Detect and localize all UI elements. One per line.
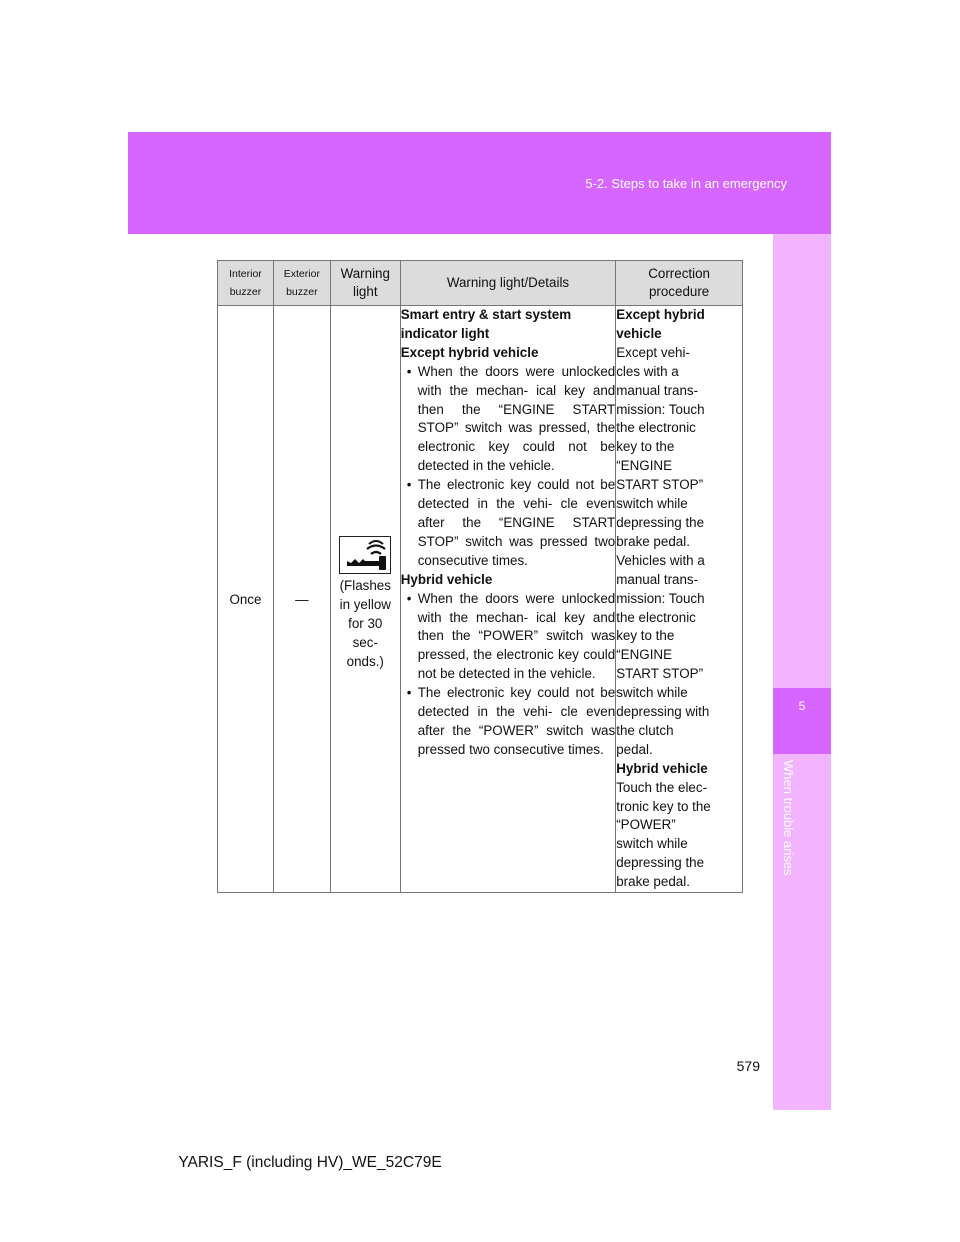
header-warning-light: Warning light <box>330 261 400 306</box>
correction-heading: Hybrid vehicle <box>616 760 708 776</box>
header-correction: Correction procedure <box>616 261 743 306</box>
chapter-label: When trouble arises <box>781 760 796 876</box>
table-row <box>218 306 743 893</box>
details-bullet: • The electronic key could not be detected in the vehi- cle even after the “ENGINE START STOP” switch was pressed two consecutive times. <box>401 476 615 571</box>
header-bar <box>128 132 831 234</box>
correction-paragraph: Vehicles with a manual trans- mission: Touch the electronic key to the “ENGINE START STOP” switch while depressing with the clutch pedal. <box>616 552 710 757</box>
correction-paragraph: Except vehi- cles with a manual trans- mission: Touch the electronic key to the “ENGINE START STOP” switch while depressing the brake pedal. <box>616 344 705 549</box>
chapter-label-wrap <box>781 760 814 890</box>
chapter-number[interactable]: 5 <box>773 688 831 754</box>
correction-cell <box>616 306 743 893</box>
table-header-row <box>218 261 743 306</box>
warning-light-cell: (Flashes in yellow for 30 sec- onds.) <box>330 306 400 893</box>
interior-buzzer-cell: Once <box>218 306 274 893</box>
header-exterior-buzzer: Exterior buzzer <box>273 261 330 306</box>
side-tab <box>773 234 831 1110</box>
details-title: Smart entry & start system indicator light <box>400 307 572 341</box>
correction-heading: Except hybrid vehicle <box>616 307 705 341</box>
details-cell <box>400 306 615 893</box>
details-bullet: • When the doors were unlocked with the mechan- ical key and then the “POWER” switch was pressed, the electronic key could not be detected in the vehicle. <box>401 590 615 685</box>
details-bullet: • The electronic key could not be detected in the vehi- cle even after the “POWER” switch was pressed two consecutive times. <box>401 684 615 760</box>
exterior-buzzer-cell: — <box>273 306 330 893</box>
warning-table <box>217 260 743 893</box>
details-group-except-hybrid: Except hybrid vehicle <box>400 344 539 360</box>
header-details: Warning light/Details <box>400 261 615 306</box>
correction-paragraph: Touch the elec- tronic key to the “POWER” switch while depressing the brake pedal. <box>616 779 711 890</box>
header-interior-buzzer: Interior buzzer <box>218 261 274 306</box>
footer-doc-id: YARIS_F (including HV)_WE_52C79E <box>178 1154 442 1171</box>
section-title: 5-2. Steps to take in an emergency <box>585 176 787 191</box>
details-group-hybrid: Hybrid vehicle <box>400 571 493 587</box>
smart-key-signal-icon <box>339 536 391 574</box>
page-number: 579 <box>736 1058 760 1074</box>
details-bullet: • When the doors were unlocked with the mechan- ical key and then the “ENGINE START STOP” switch was pressed, the electronic key could not be detected in the vehicle. <box>401 363 615 476</box>
